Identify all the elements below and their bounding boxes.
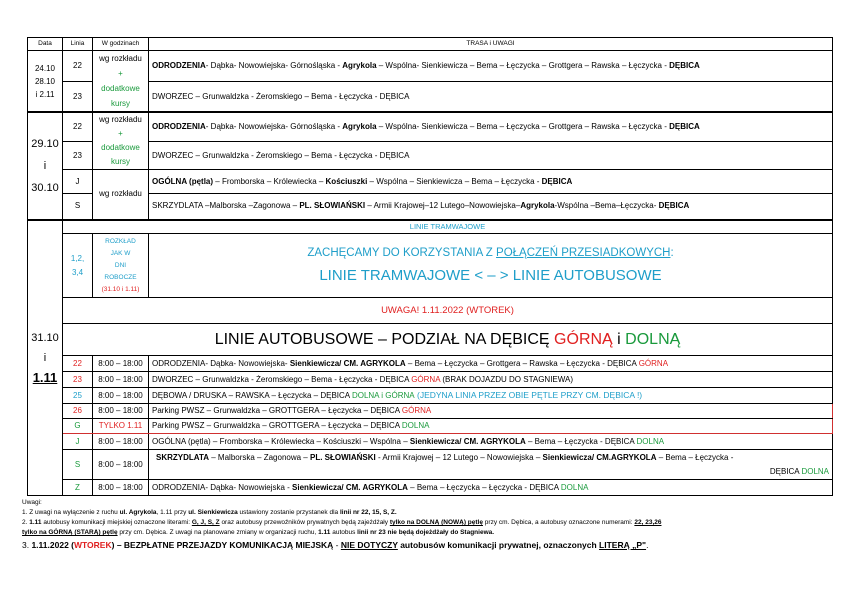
- table-row: [28, 434, 833, 450]
- table-row: [28, 82, 833, 112]
- route-cell: SKRZYDLATA –Malborska –Zagonowa – PL. SŁOWIAŃSKI – Armii Krajowej–12 Lutego–Nowowiejska–Agrykola-Wspólna –Bema–Łęczycka- DĘBICA: [149, 194, 833, 220]
- hours-cell: 8:00 – 18:00: [93, 480, 149, 496]
- table-row: [28, 450, 833, 480]
- route-cell: Parking PWSZ – Grunwaldzka – GROTTGERA – Łęczycka – DĘBICA DOLNA: [149, 419, 833, 434]
- hours-cell: wg rozkładu + dodatkowe kursy: [93, 112, 149, 170]
- route-cell: DWORZEC – Grunwaldzka - Żeromskiego – Bema - Łęczycka - DĘBICA: [149, 82, 833, 112]
- table-row: [28, 404, 833, 419]
- route-cell: Parking PWSZ – Grunwaldzka – GROTTGERA – Łęczycka – DĘBICA GÓRNA: [149, 404, 833, 419]
- line-number: Z: [63, 480, 93, 496]
- table-row: [28, 356, 833, 372]
- line-number: J: [63, 170, 93, 194]
- line-number: 23: [63, 372, 93, 388]
- line-number: 23: [63, 82, 93, 112]
- table-row: [28, 112, 833, 142]
- hours-cell: 8:00 – 18:00: [93, 356, 149, 372]
- promo-cell: ZACHĘCAMY DO KORZYSTANIA Z POŁĄCZEŃ PRZESIADKOWYCH: LINIE TRAMWAJOWE < – > LINIE AUTOBUSOWE: [149, 234, 833, 298]
- table-row: [28, 480, 833, 496]
- date-cell: 29.10 i 30.10: [28, 112, 63, 220]
- table-row: [28, 194, 833, 220]
- timetable: [27, 37, 833, 496]
- hours-cell: wg rozkładu: [93, 170, 149, 220]
- route-cell: DWORZEC – Grunwaldzka - Żeromskiego – Bema - Łęczycka - DĘBICA: [149, 142, 833, 170]
- line-number: 22: [63, 356, 93, 372]
- hours-cell: 8:00 – 18:00: [93, 450, 149, 480]
- notes-section: [22, 498, 842, 550]
- table-row: [28, 234, 833, 298]
- hours-cell: wg rozkładu + dodatkowe kursy: [93, 51, 149, 113]
- note-1: 1. Z uwagi na wyłączenie z ruchu ul. Agrykola, 1.11 przy ul. Sienkiewicza ustawiony zostanie przystanek dla linii nr 22, 15, S, Z.: [22, 509, 397, 516]
- table-header: [28, 38, 833, 51]
- line-number: 22: [63, 51, 93, 82]
- header-route: TRASA i UWAGI: [149, 38, 833, 51]
- line-number: 23: [63, 142, 93, 170]
- line-number: S: [63, 450, 93, 480]
- table-row: [28, 372, 833, 388]
- note-3: 3. 1.11.2022 (WTOREK) – BEZPŁATNE PRZEJAZDY KOMUNIKACJĄ MIEJSKĄ - NIE DOTYCZY autobusów komunikacji prywatnej, oznaczonych LITERĄ „P".: [22, 540, 649, 550]
- hours-cell: TYLKO 1.11: [93, 419, 149, 434]
- promo-title: LINIE TRAMWAJOWE < – > LINIE AUTOBUSOWE: [319, 266, 662, 284]
- route-cell: OGÓLNA (pętla) – Fromborska – Królewiecka – Kościuszki – Wspólna – Sienkiewicza/ CM. AGRYKOLA – Bema – Łęczycka - DĘBICA DOLNA: [149, 434, 833, 450]
- line-number: G: [63, 419, 93, 434]
- route-cell: ODRODZENIA- Dąbka- Nowowiejska- Górnośląska - Agrykola – Wspólna- Sienkiewicza – Bema – Łęczycka – Grottgera – Rawska – Łęczycka - DĘBICA: [149, 51, 833, 82]
- route-cell: ODRODZENIA- Dąbka- Nowowiejska - Sienkiewicza/ CM. AGRYKOLA – Bema – Łęczycka – Łęczycka - DĘBICA DOLNA: [149, 480, 833, 496]
- date-cell: 24.10 28.10 i 2.11: [28, 51, 63, 113]
- route-cell: ODRODZENIA- Dąbka- Nowowiejska- Górnośląska - Agrykola – Wspólna- Sienkiewicza – Bema – Łęczycka – Grottgera – Rawska – Łęczycka - DĘBICA: [149, 112, 833, 142]
- route-cell: DĘBOWA / DRUSKA – RAWSKA – Łęczycka – DĘBICA DOLNA i GÓRNA (JEDYNA LINIA PRZEZ OBIE PĘTLE PRZY CM. DĘBICA !): [149, 388, 833, 404]
- line-number: 25: [63, 388, 93, 404]
- hours-cell: 8:00 – 18:00: [93, 388, 149, 404]
- date-cell: 31.10 i 1.11: [28, 220, 63, 496]
- table-row: [28, 298, 833, 324]
- table-row: [28, 51, 833, 82]
- tram-lines: 1,2, 3,4: [63, 234, 93, 298]
- notes-title: Uwagi:: [22, 499, 42, 506]
- tram-hours: ROZKŁAD JAK W DNI ROBOCZE (31.10 i 1.11): [93, 234, 149, 298]
- table-row: [28, 170, 833, 194]
- big-title: LINIE AUTOBUSOWE – PODZIAŁ NA DĘBICĘ GÓRNĄ i DOLNĄ: [63, 324, 833, 356]
- warning-text: UWAGA! 1.11.2022 (WTOREK): [63, 298, 833, 324]
- header-date: Data: [28, 38, 63, 51]
- hours-cell: 8:00 – 18:00: [93, 404, 149, 419]
- route-cell: SKRZYDLATA – Malborska – Zagonowa – PL. SŁOWIAŃSKI - Armii Krajowej – 12 Lutego – Nowowiejska – Sienkiewicza/ CM.AGRYKOLA – Bema – Łęczycka - DĘBICA DOLNA: [149, 450, 833, 480]
- header-line: Linia: [63, 38, 93, 51]
- route-cell: OGÓLNA (pętla) – Fromborska – Królewiecka – Kościuszki – Wspólna – Sienkiewicza – Bema – Łęczycka - DĘBICA: [149, 170, 833, 194]
- note-2: 2. 1.11 autobusy komunikacji miejskiej oznaczone literami: G, J, S, Z oraz autobusy przewoźników prywatnych będą zajeżdżały tylko na DOLNĄ (NOWĄ) pętlę przy cm. Dębica, a autobusy oznaczone numerami: 22, 23,26 tylko na GÓRNĄ (STARĄ) pętlę przy cm. Dębica. Z uwagi na planowane zmiany w organizacji ruchu, 1.11 autobus linii nr 23 nie będą dojeżdżały do Stagniewa.: [22, 519, 662, 536]
- route-cell: DWORZEC – Grunwaldzka - Żeromskiego – Bema - Łęczycka - DĘBICA GÓRNA (BRAK DOJAZDU DO STAGNIEWA): [149, 372, 833, 388]
- hours-cell: 8:00 – 18:00: [93, 372, 149, 388]
- table-row: [28, 419, 833, 434]
- line-number: 26: [63, 404, 93, 419]
- table-row: [28, 324, 833, 356]
- hours-cell: 8:00 – 18:00: [93, 434, 149, 450]
- line-number: S: [63, 194, 93, 220]
- line-number: 22: [63, 112, 93, 142]
- table-row: [28, 220, 833, 234]
- header-hours: W godzinach: [93, 38, 149, 51]
- table-row: [28, 388, 833, 404]
- line-number: J: [63, 434, 93, 450]
- table-row: [28, 142, 833, 170]
- tram-header: LINIE TRAMWAJOWE: [63, 220, 833, 234]
- route-cell: ODRODZENIA- Dąbka- Nowowiejska- Sienkiewicza/ CM. AGRYKOLA – Bema – Łęczycka – Grottgera – Rawska – Łęczycka - DĘBICA GÓRNA: [149, 356, 833, 372]
